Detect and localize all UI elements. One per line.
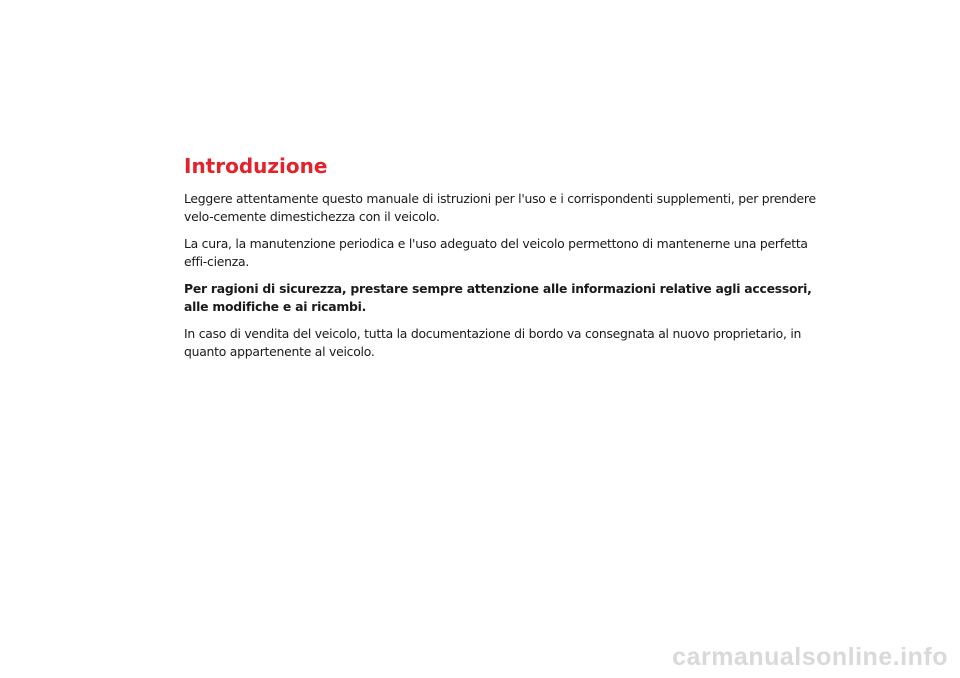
paragraph-vehicle-sale: In caso di vendita del veicolo, tutta la documentazione di bordo va consegnata al nuovo proprietario, in quanto appartenente al veicolo. (184, 326, 802, 359)
paragraph-intro: Leggere attentamente questo manuale di istruzioni per l'uso e i corrispondenti supplementi, per prendere velo-cemente dimestichezza con il veicolo. (184, 191, 816, 224)
page-title: Introduzione (184, 154, 328, 178)
paragraph-maintenance: La cura, la manutenzione periodica e l'uso adeguato del veicolo permettono di mantenerne una perfetta effi-cienza. (184, 236, 808, 269)
watermark-text: carmanualsonline.info (672, 643, 948, 671)
document-content (184, 152, 834, 370)
paragraph-safety-notice: Per ragioni di sicurezza, prestare sempre attenzione alle informazioni relative agli accessori, alle modifiche e ai ricambi. (184, 281, 812, 314)
